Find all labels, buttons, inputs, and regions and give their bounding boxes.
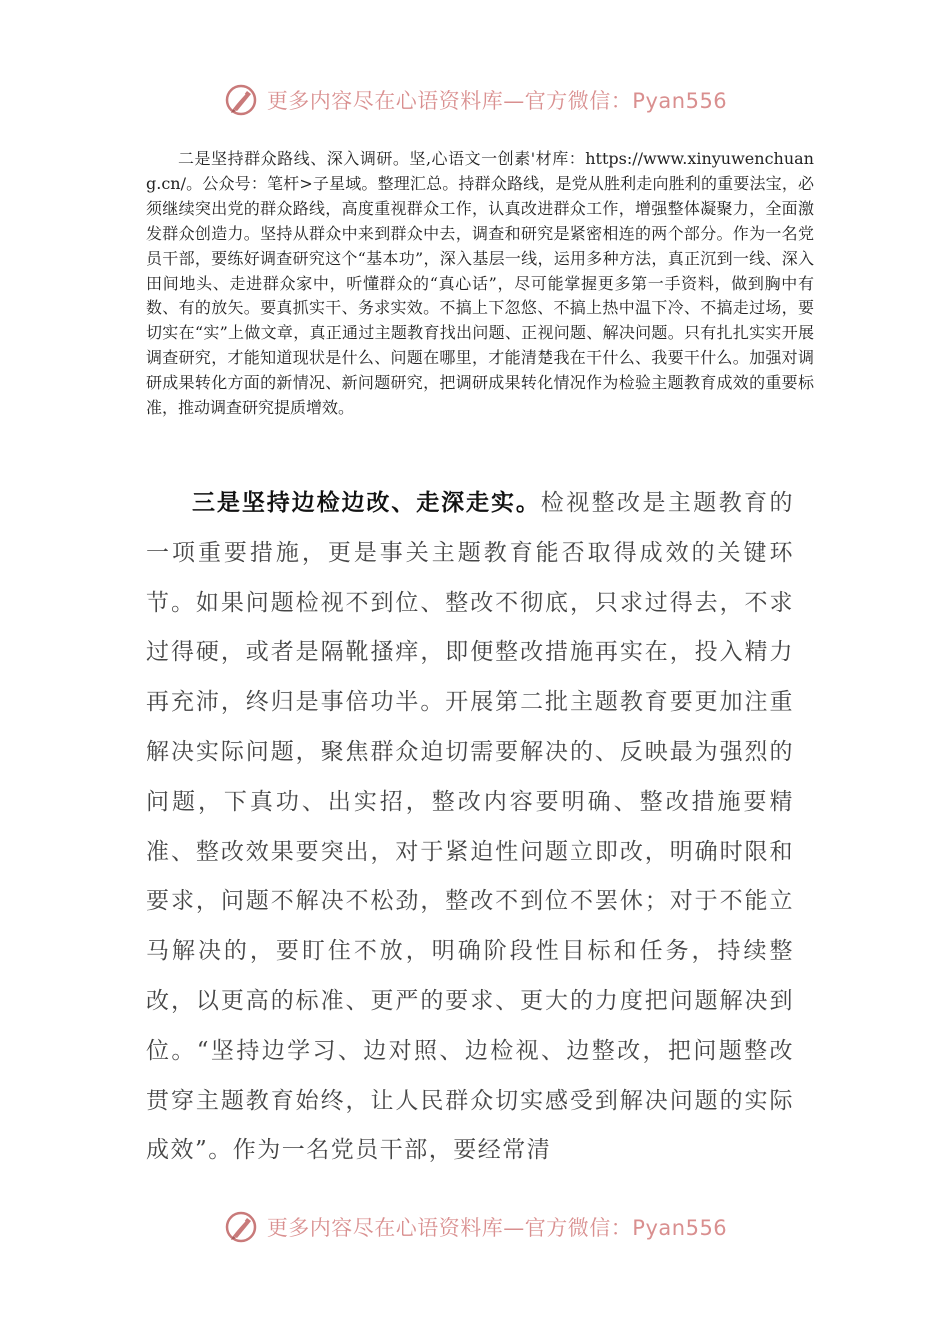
paragraph-2-heading: 三是坚持边检边改、走深走实。 [192, 489, 541, 516]
footer-banner-text: 更多内容尽在心语资料库—官方微信：Pyan556 [266, 1216, 728, 1240]
header-banner-text: 更多内容尽在心语资料库—官方微信：Pyan556 [266, 89, 728, 113]
header-banner [0, 78, 950, 122]
footer-banner [0, 1205, 950, 1249]
paragraph-2 [146, 478, 794, 1176]
pen-logo-icon [223, 82, 259, 118]
pen-logo-icon [223, 1209, 259, 1245]
paragraph-1: 二是坚持群众路线、深入调研。坚,心语文一创素'材库：https://www.xinyuwenchuang.cn/。公众号：笔杆>子星域。整理汇总。持群众路线，是党从胜利走向胜利的重要法宝，必须继续突出党的群众路线，高度重视群众工作，认真改进群众工作，增强整体凝聚力，全面激发群众创造力。坚持从群众中来到群众中去，调查和研究是紧密相连的两个部分。作为一名党员干部，要练好调查研究这个“基本功”，深入基层一线，运用多种方法，真正沉到一线、深入田间地头、走进群众家中，听懂群众的“真心话”，尽可能掌握更多第一手资料，做到胸中有数、有的放矢。要真抓实干、务求实效。不搞上下忽悠、不搞上热中温下冷、不搞走过场，要切实在“实”上做文章，真正通过主题教育找出问题、正视问题、解决问题。只有扎扎实实开展调查研究，才能知道现状是什么、问题在哪里，才能清楚我在干什么、我要干什么。加强对调研成果转化方面的新情况、新问题研究，把调研成果转化情况作为检验主题教育成效的重要标准，推动调查研究提质增效。 [146, 149, 814, 418]
paragraph-2-body: 检视整改是主题教育的一项重要措施，更是事关主题教育能否取得成效的关键环节。如果问题检视不到位、整改不彻底，只求过得去，不求过得硬，或者是隔靴搔痒，即便整改措施再实在，投入精力再充沛，终归是事倍功半。开展第二批主题教育要更加注重解决实际问题，聚焦群众迫切需要解决的、反映最为强烈的问题，下真功、出实招，整改内容要明确、整改措施要精准、整改效果要突出，对于紧迫性问题立即改，明确时限和要求，问题不解决不松劲，整改不到位不罢休；对于不能立马解决的，要盯住不放，明确阶段性目标和任务，持续整改，以更高的标准、更严的要求、更大的力度把问题解决到位。“坚持边学习、边对照、边检视、边整改，把问题整改贯穿主题教育始终，让人民群众切实感受到解决问题的实际成效”。作为一名党员干部，要经常清 [146, 490, 795, 1164]
